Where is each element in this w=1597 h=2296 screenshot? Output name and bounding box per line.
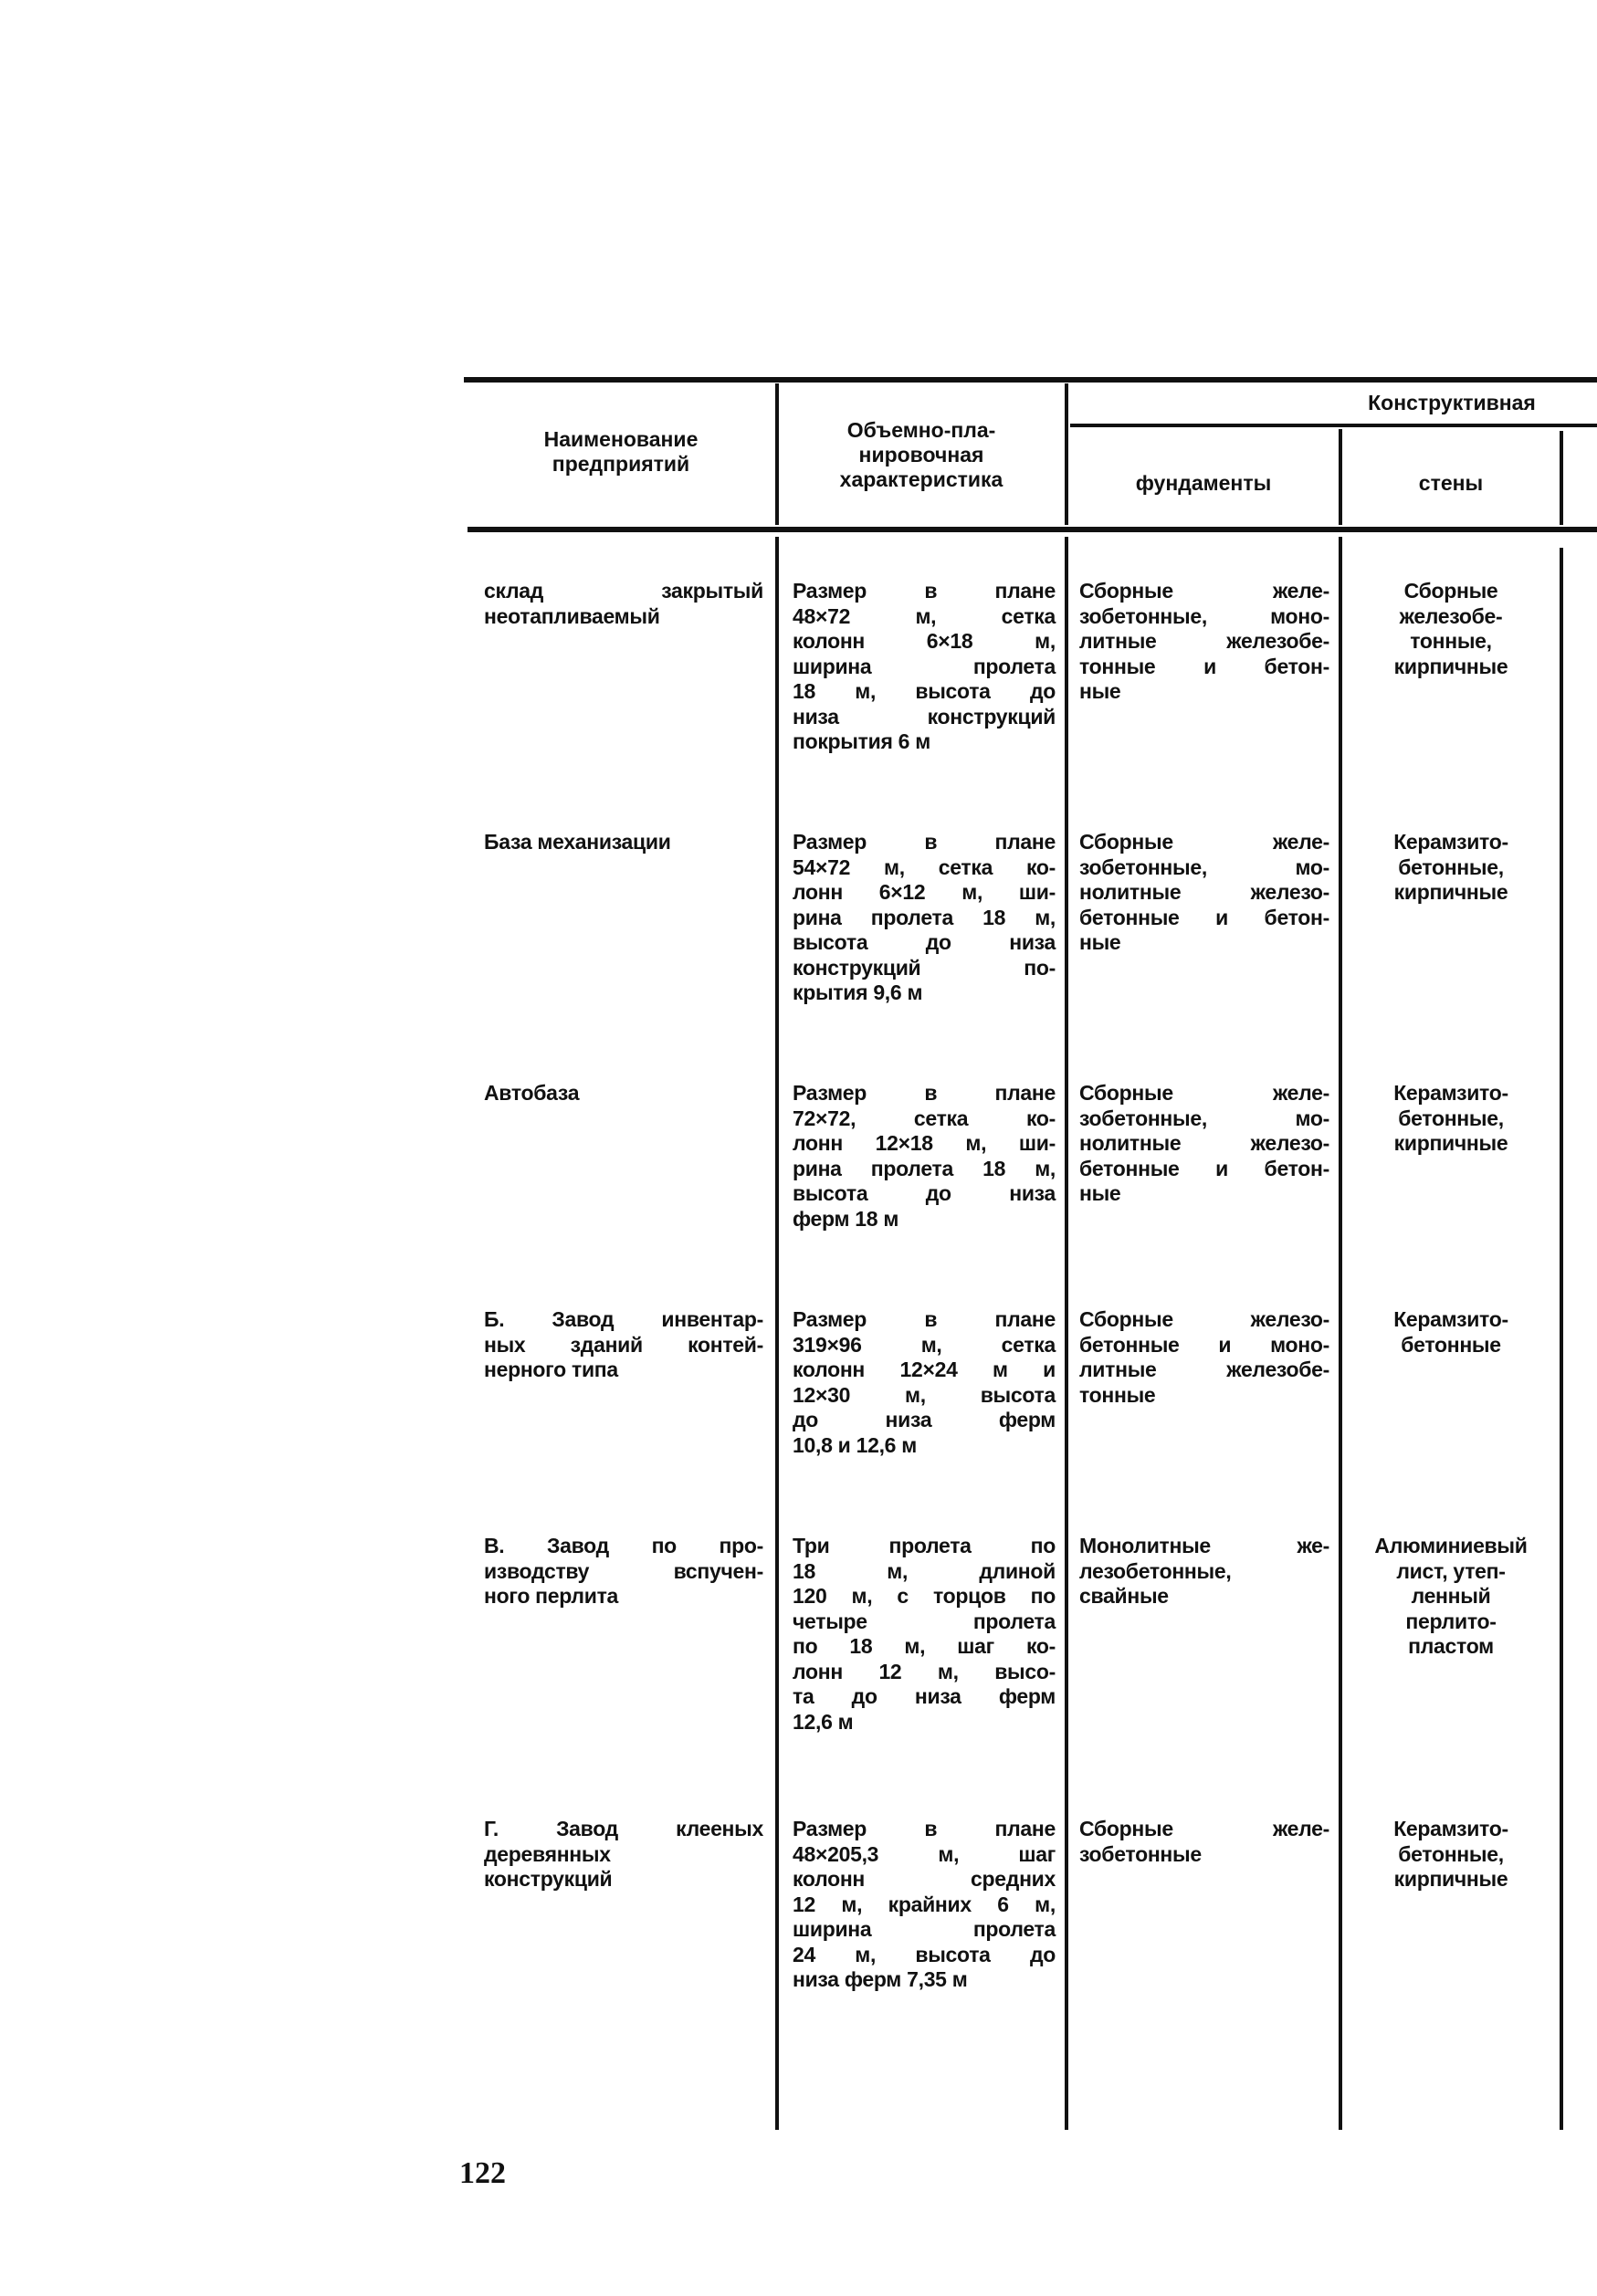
cell-line: тонные, <box>1410 629 1492 653</box>
cell-plan <box>793 1081 1056 1232</box>
cell-found <box>1079 830 1329 956</box>
cell-line: бетонные, <box>1398 854 1504 879</box>
cell-line: бетонные, <box>1398 1106 1504 1130</box>
cell-line: кирпичные <box>1393 1131 1508 1155</box>
header-line: нировочная <box>858 443 984 467</box>
cell-line: склад закрытый <box>484 579 763 603</box>
cell-line: 10,8 и 12,6 м <box>793 1432 917 1457</box>
cell-line: кирпичные <box>1393 880 1508 904</box>
cell-line: Керамзито- <box>1393 1081 1508 1105</box>
cell-line: нолитные железо- <box>1079 1131 1329 1155</box>
header-bottom-rule <box>468 527 1597 532</box>
cell-name <box>484 1081 763 1106</box>
cell-line: высота до низа <box>793 1181 1056 1205</box>
cell-line: свайные <box>1079 1584 1169 1608</box>
header-line: предприятий <box>552 452 690 476</box>
cell-found <box>1079 1307 1329 1408</box>
cell-walls <box>1348 830 1554 906</box>
cell-line: ширина пролета <box>793 654 1056 678</box>
cell-line: бетонные и моно- <box>1079 1332 1329 1357</box>
column-divider <box>775 537 779 2130</box>
cell-line: Г. Завод клееных <box>484 1817 763 1840</box>
cell-line: лонн 12×18 м, ши- <box>793 1131 1056 1155</box>
cell-line: бетонные и бетон- <box>1079 905 1329 929</box>
cell-name <box>484 1307 763 1383</box>
cell-line: Размер в плане <box>793 830 1056 854</box>
cell-line: ные <box>1079 930 1121 954</box>
cell-line: Сборные желе- <box>1079 1081 1329 1105</box>
cell-line: та до низа ферм <box>793 1684 1056 1708</box>
cell-line: зобетонные <box>1079 1841 1202 1866</box>
cell-line: нолитные железо- <box>1079 880 1329 904</box>
cell-line: конструкций по- <box>793 955 1056 980</box>
cell-line: Размер в плане <box>793 579 1056 603</box>
cell-line: крытия 9,6 м <box>793 980 923 1004</box>
cell-line: 48×72 м, сетка <box>793 603 1056 628</box>
cell-name <box>484 1534 763 1609</box>
cell-line: высота до низа <box>793 930 1056 954</box>
header-line: характеристика <box>839 467 1003 491</box>
cell-line: 319×96 м, сетка <box>793 1332 1056 1357</box>
cell-line: ферм 18 м <box>793 1206 899 1231</box>
cell-walls <box>1348 579 1554 679</box>
header-line: Объемно-пла- <box>846 418 996 442</box>
cell-line: кирпичные <box>1393 654 1508 678</box>
cell-line: Керамзито- <box>1393 1817 1508 1840</box>
cell-line: Монолитные же- <box>1079 1534 1329 1557</box>
cell-line: 48×205,3 м, шаг <box>793 1841 1056 1866</box>
cell-line: лонн 12 м, высо- <box>793 1659 1056 1683</box>
cell-line: 24 м, высота до <box>793 1942 1056 1966</box>
cell-line: Керамзито- <box>1393 830 1508 854</box>
cell-line: Три пролета по <box>793 1534 1056 1557</box>
cell-line: рина пролета 18 м, <box>793 1156 1056 1180</box>
column-divider <box>1339 429 1342 525</box>
cell-line: кирпичные <box>1393 1867 1508 1891</box>
cell-found <box>1079 1081 1329 1207</box>
cell-plan <box>793 1307 1056 1458</box>
cell-plan <box>793 1817 1056 1993</box>
cell-line: по 18 м, шаг ко- <box>793 1634 1056 1658</box>
cell-line: Сборные железо- <box>1079 1307 1329 1331</box>
cell-name <box>484 579 763 629</box>
cell-line: перлито- <box>1405 1609 1497 1633</box>
cell-line: лонн 6×12 м, ши- <box>793 880 1056 904</box>
cell-line: 12 м, крайних 6 м, <box>793 1892 1056 1916</box>
cell-line: бетонные <box>1401 1332 1501 1357</box>
cell-line: колонн 6×18 м, <box>793 629 1056 653</box>
cell-line: Б. Завод инвентар- <box>484 1307 763 1331</box>
column-divider <box>1560 431 1563 525</box>
cell-line: Алюминиевый <box>1374 1534 1528 1557</box>
cell-plan <box>793 830 1056 1006</box>
cell-line: Автобаза <box>484 1081 580 1105</box>
cell-walls <box>1348 1081 1554 1157</box>
cell-name <box>484 830 763 855</box>
cell-walls <box>1348 1817 1554 1892</box>
cell-line: железобе- <box>1399 603 1503 628</box>
cell-line: 12×30 м, высота <box>793 1382 1056 1407</box>
cell-line: конструкций <box>484 1867 613 1891</box>
header-name <box>470 427 772 477</box>
cell-line: рина пролета 18 м, <box>793 905 1056 929</box>
cell-line: В. Завод по про- <box>484 1534 763 1557</box>
cell-line: покрытия 6 м <box>793 729 930 753</box>
cell-line: изводству вспучен- <box>484 1558 763 1583</box>
cell-line: лист, утеп- <box>1396 1558 1506 1583</box>
column-divider <box>1339 537 1342 2130</box>
cell-line: бетонные и бетон- <box>1079 1156 1329 1180</box>
page-number: 122 <box>459 2156 506 2190</box>
cell-line: База механизации <box>484 830 671 854</box>
cell-line: ного перлита <box>484 1584 619 1608</box>
cell-line: тонные <box>1079 1382 1156 1407</box>
cell-line: бетонные, <box>1398 1841 1504 1866</box>
cell-line: 18 м, длиной <box>793 1558 1056 1583</box>
cell-line: тонные и бетон- <box>1079 654 1329 678</box>
cell-line: 54×72 м, сетка ко- <box>793 854 1056 879</box>
cell-line: Размер в плане <box>793 1817 1056 1840</box>
header-walls: стены <box>1418 471 1484 495</box>
cell-line: лезобетонные, <box>1079 1558 1232 1583</box>
cell-line: Сборные желе- <box>1079 579 1329 603</box>
cell-line: зобетонные, мо- <box>1079 1106 1329 1130</box>
cell-line: до низа ферм <box>793 1408 1056 1431</box>
table-top-rule <box>464 377 1597 383</box>
cell-line: низа ферм 7,35 м <box>793 1967 968 1991</box>
cell-line: 120 м, с торцов по <box>793 1584 1056 1608</box>
cell-line: пластом <box>1408 1634 1494 1658</box>
cell-line: Керамзито- <box>1393 1307 1508 1331</box>
cell-line: Размер в плане <box>793 1081 1056 1105</box>
cell-line: зобетонные, мо- <box>1079 854 1329 879</box>
cell-line: низа конструкций <box>793 704 1056 729</box>
cell-line: неотапливаемый <box>484 603 660 628</box>
cell-found <box>1079 1534 1329 1609</box>
cell-line: колонн 12×24 м и <box>793 1358 1056 1381</box>
cell-line: колонн средних <box>793 1867 1056 1891</box>
cell-line: Размер в плане <box>793 1307 1056 1331</box>
cell-name <box>484 1817 763 1892</box>
cell-line: 72×72, сетка ко- <box>793 1106 1056 1130</box>
column-divider <box>1065 537 1068 2130</box>
cell-line: Сборные желе- <box>1079 830 1329 854</box>
cell-line: ленный <box>1411 1584 1491 1608</box>
cell-line: Сборные желе- <box>1079 1817 1329 1840</box>
cell-line: четыре пролета <box>793 1609 1056 1633</box>
cell-plan <box>793 579 1056 755</box>
cell-line: ные <box>1079 1181 1121 1205</box>
cell-line: деревянных <box>484 1841 611 1866</box>
cell-line: Сборные <box>1403 579 1498 603</box>
cell-line: 12,6 м <box>793 1709 854 1734</box>
cell-walls <box>1348 1534 1554 1660</box>
cell-line: зобетонные, моно- <box>1079 603 1329 628</box>
cell-found <box>1079 579 1329 705</box>
column-divider <box>1065 383 1068 525</box>
cell-line: ные <box>1079 679 1121 703</box>
header-foundations: фундаменты <box>1135 471 1272 495</box>
group-header-rule <box>1070 424 1597 427</box>
cell-line: нерного типа <box>484 1358 618 1381</box>
cell-line: литные железобе- <box>1079 629 1329 653</box>
header-plan <box>781 418 1062 492</box>
cell-line: литные железобе- <box>1079 1358 1329 1381</box>
column-divider <box>1560 548 1563 2130</box>
cell-walls <box>1348 1307 1554 1358</box>
cell-found <box>1079 1817 1329 1867</box>
cell-line: ных зданий контей- <box>484 1332 763 1357</box>
cell-plan <box>793 1534 1056 1735</box>
header-group: Конструктивная <box>1368 391 1536 414</box>
cell-line: 18 м, высота до <box>793 679 1056 703</box>
header-line: Наименование <box>543 427 699 451</box>
cell-line: ширина пролета <box>793 1917 1056 1941</box>
column-divider <box>775 383 779 525</box>
